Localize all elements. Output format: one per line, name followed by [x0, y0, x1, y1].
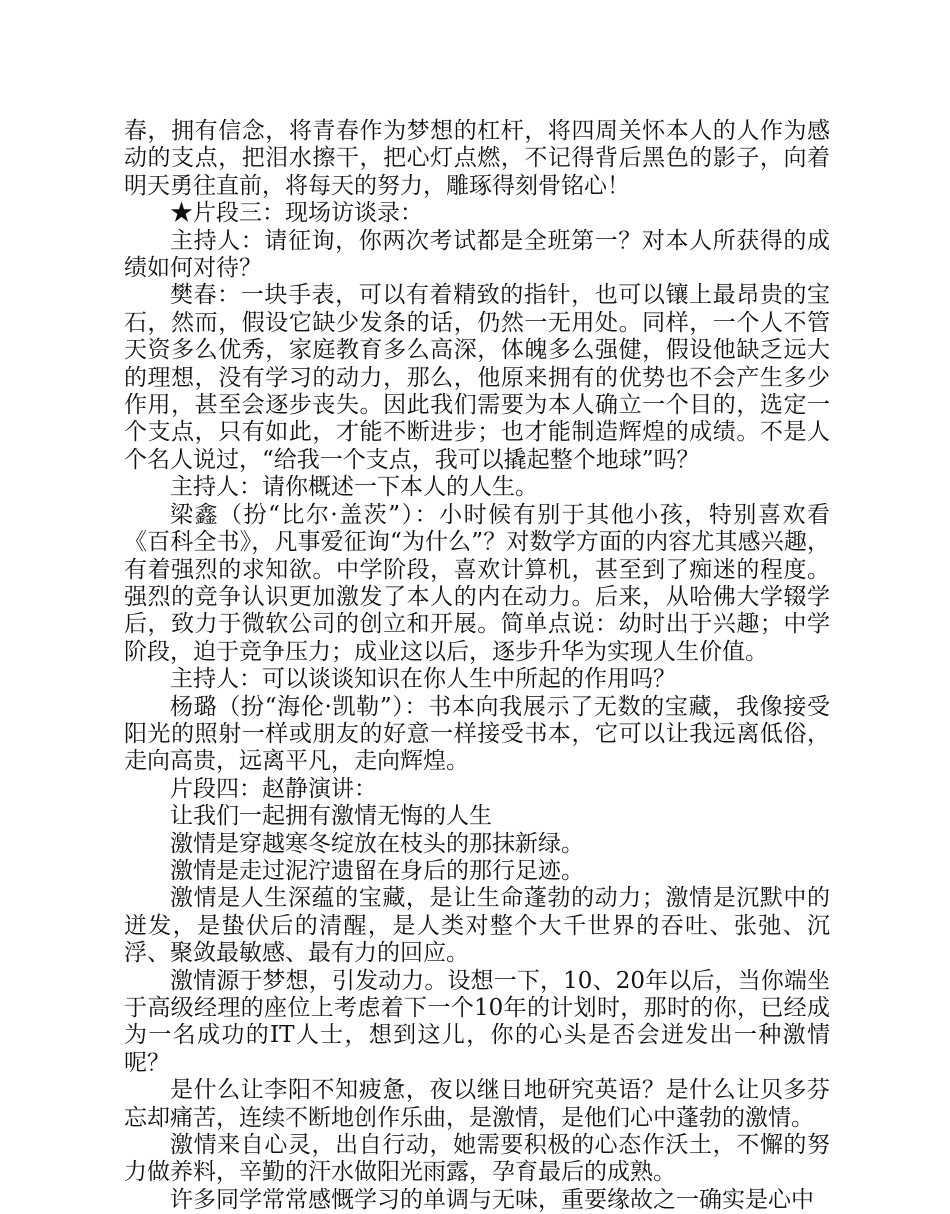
section-heading-fragment-four: 片段四：赵静演讲：	[170, 775, 377, 802]
paragraph-host-question-2: 主持人：请你概述一下本人的人生。	[170, 474, 538, 501]
paragraph-liangxin-answer: 梁鑫（扮“比尔·盖茨”）：小时候有别于其他小孩，特别喜欢看《百科全书》，凡事爱征询“为什么”？对数学方面的内容尤其感兴趣，有着强烈的求知欲。中学阶段，喜欢计算机，甚至到了痴迷的程度。强烈的竞争认识更加激发了本人的内在动力。后来，从哈佛大学辍学后，致力于微软公司的创立和开展。简单点说：幼时出于兴趣；中学阶段，迫于竞争压力；成业这以后，逐步升华为实现人生价值。	[124, 501, 830, 665]
paragraph-speech-7: 许多同学常常感慨学习的单调与无味，重要缘故之一确实是心中	[170, 1186, 814, 1213]
paragraph-host-question-3: 主持人：可以谈谈知识在你人生中所起的作用吗？	[170, 666, 676, 693]
paragraph-speech-4: 激情源于梦想，引发动力。设想一下，10、20年以后，当你端坐于高级经理的座位上考虑着下一个10年的计划时，那时的你，已经成为一名成功的IT人士，想到这儿，你的心头是否会迸发出一种激情呢？	[124, 967, 830, 1076]
document-page	[124, 118, 830, 1214]
speech-title: 让我们一起拥有激情无悔的人生	[170, 803, 492, 830]
paragraph-speech-3: 激情是人生深蕴的宝藏，是让生命蓬勃的动力；激情是沉默中的迸发，是蛰伏后的清醒，是人类对整个大千世界的吞吐、张弛、沉浮、聚敛最敏感、最有力的回应。	[124, 885, 830, 967]
paragraph-speech-6: 激情来自心灵，出自行动，她需要积极的心态作沃土，不懈的努力做养料，辛勤的汗水做阳光雨露，孕育最后的成熟。	[124, 1132, 830, 1186]
paragraph-speech-2: 激情是走过泥泞遗留在身后的那行足迹。	[170, 857, 584, 884]
paragraph-continuation: 春，拥有信念，将青春作为梦想的杠杆，将四周关怀本人的人作为感动的支点，把泪水擦干，把心灯点燃，不记得背后黑色的影子，向着明天勇往直前，将每天的努力，雕琢得刻骨铭心！	[124, 118, 830, 199]
section-heading-fragment-three: ★片段三：现场访谈录：	[170, 200, 423, 227]
paragraph-yanglu-answer: 杨璐（扮“海伦·凯勒”）：书本向我展示了无数的宝藏，我像接受阳光的照射一样或朋友的好意一样接受书本，它可以让我远离低俗，走向高贵，远离平凡，走向辉煌。	[124, 693, 830, 775]
paragraph-speech-1: 激情是穿越寒冬绽放在枝头的那抹新绿。	[170, 830, 584, 857]
paragraph-fanchun-answer: 樊春：一块手表，可以有着精致的指针，也可以镶上最昂贵的宝石，然而，假设它缺少发条的话，仍然一无用处。同样，一个人不管天资多么优秀，家庭教育多么高深，体魄多么强健，假设他缺乏远大的理想，没有学习的动力，那么，他原来拥有的优势也不会产生多少作用，甚至会逐步丧失。因此我们需要为本人确立一个目的，选定一个支点，只有如此，才能不断进步；也才能制造辉煌的成绩。不是人个名人说过，“给我一个支点，我可以撬起整个地球”吗？	[124, 282, 830, 473]
paragraph-host-question-1: 主持人：请征询，你两次考试都是全班第一？对本人所获得的成绩如何对待？	[124, 227, 830, 282]
paragraph-speech-5: 是什么让李阳不知疲惫，夜以继日地研究英语？是什么让贝多芬忘却痛苦，连续不断地创作乐曲，是激情，是他们心中蓬勃的激情。	[124, 1077, 830, 1131]
